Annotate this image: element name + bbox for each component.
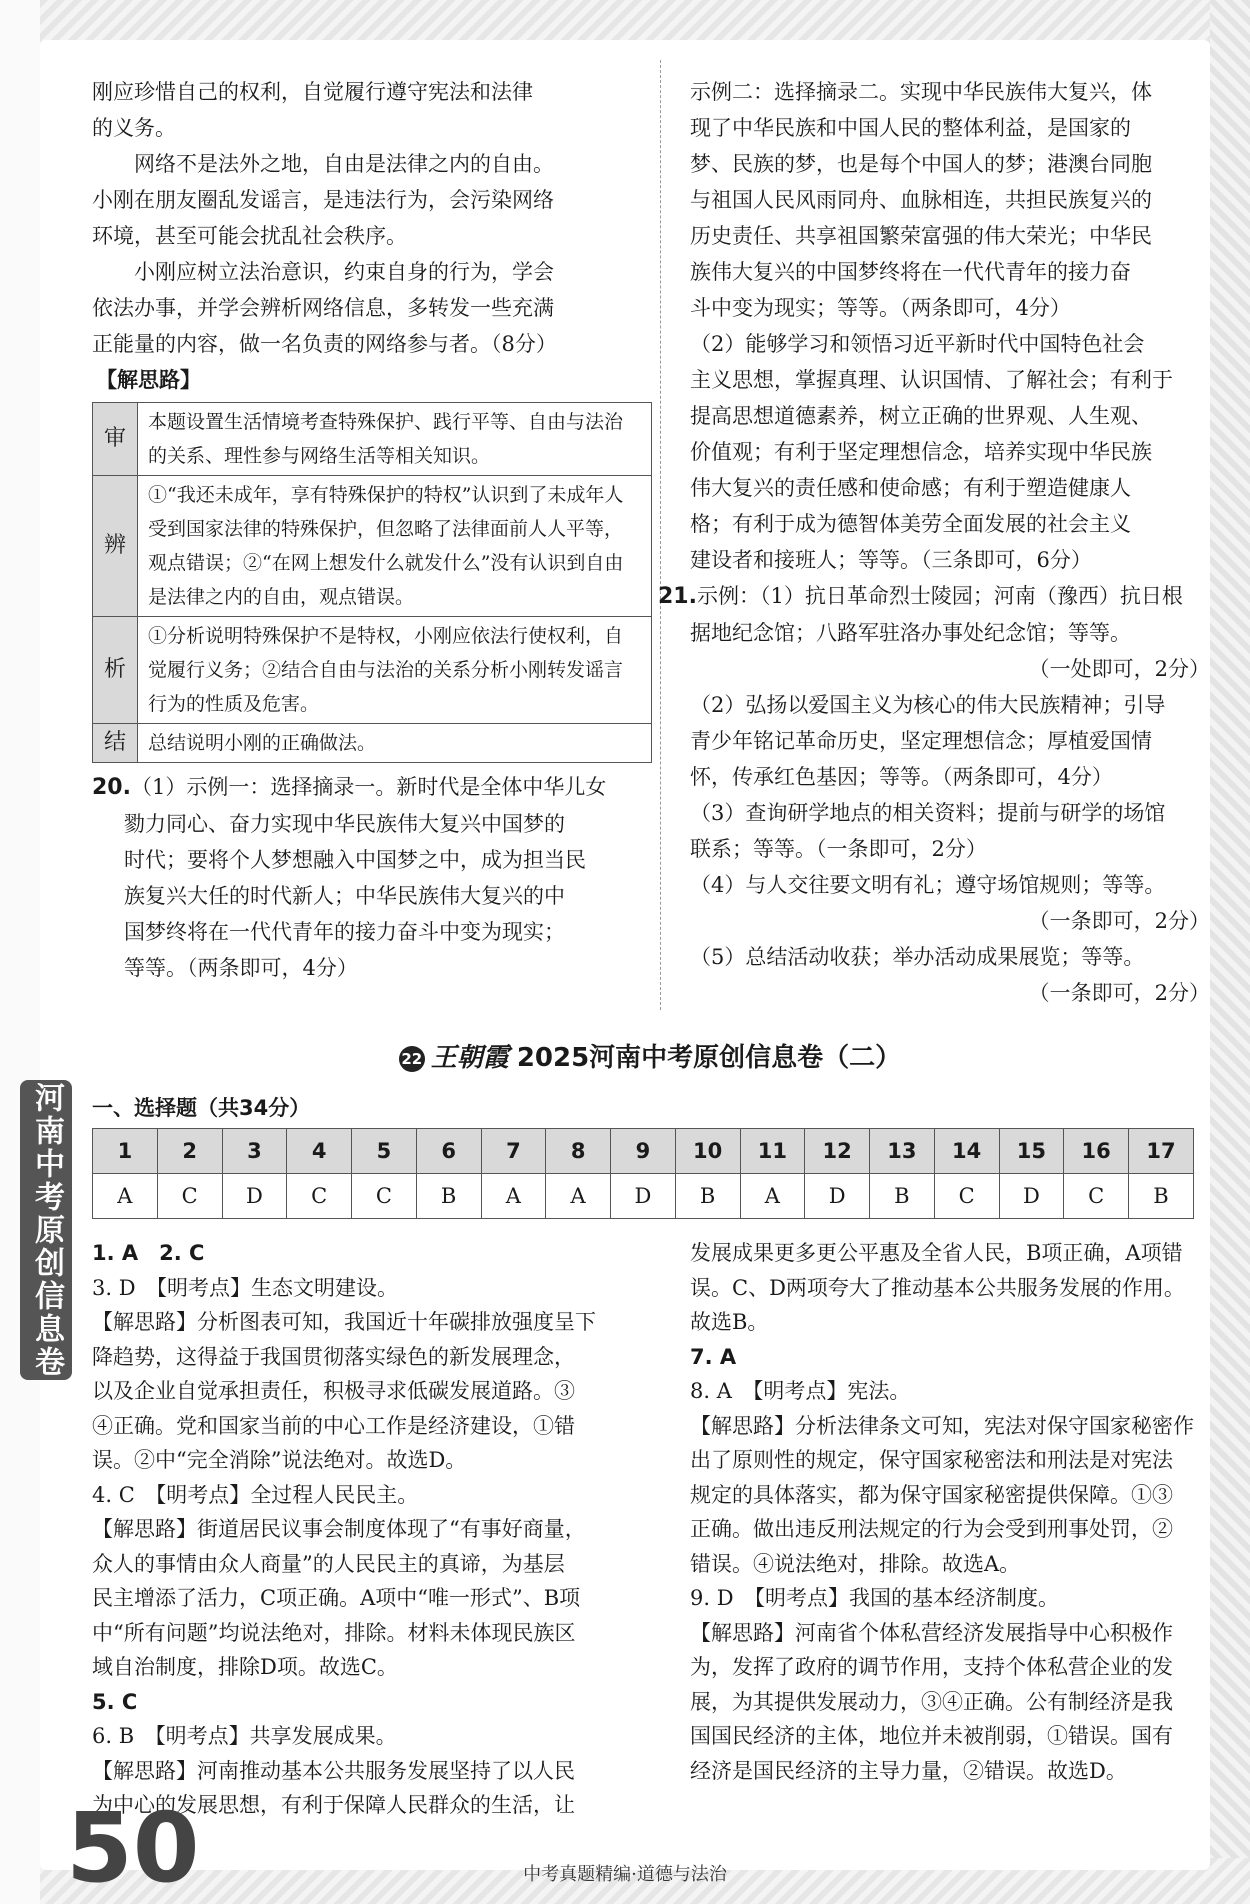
text-line: （3）查询研学地点的相关资料；提前与研学的场馆 [690, 801, 1166, 825]
score-note: （一条即可，2分） [1028, 981, 1210, 1005]
section-badge: 22 [399, 1046, 425, 1072]
text-line: 为中心的发展思想，有利于保障人民群众的生活，让 [92, 1793, 575, 1817]
choice-heading: 一、选择题（共34分） [92, 1096, 311, 1120]
answer-cell: A [546, 1174, 611, 1219]
text-line: 展，为其提供发展动力，③④正确。公有制经济是我 [690, 1689, 1173, 1714]
answer-cell: A [740, 1174, 805, 1219]
text-line: 发展成果更多更公平惠及全省人民，B项正确，A项错 [690, 1241, 1183, 1265]
left-top-column [92, 74, 652, 986]
answer-table [92, 1128, 1194, 1219]
text-line: 示例二：选择摘录二。实现中华民族伟大复兴，体 [690, 80, 1152, 104]
row-label: 析 [93, 617, 138, 724]
question-number-cell: 8 [546, 1129, 611, 1174]
text-line: 错误。④说法绝对，排除。故选A。 [690, 1551, 1021, 1576]
column-divider [660, 60, 661, 1010]
text-line: 据地纪念馆；八路军驻洛办事处纪念馆；等等。 [690, 621, 1131, 645]
question-number-cell: 13 [870, 1129, 935, 1174]
answer-line: 5. C [92, 1689, 138, 1714]
text-line: 等等。（两条即可，4分） [124, 956, 358, 980]
text-line: 出了原则性的规定，保守国家秘密法和刑法是对宪法 [690, 1448, 1173, 1472]
text-line: 经济是国民经济的主导力量，②错误。故选D。 [690, 1758, 1127, 1783]
text-line: 民主增添了活力，C项正确。A项中“唯一形式”、B项 [92, 1586, 581, 1610]
lower-left-column [92, 1236, 652, 1823]
question-number-cell: 11 [740, 1129, 805, 1174]
text-line: 价值观；有利于坚定理想信念，培养实现中华民族 [690, 440, 1152, 464]
text-line: 主义思想，掌握真理、认识国情、了解社会；有利于 [690, 368, 1173, 392]
row-text: ①分析说明特殊保护不是特权，小刚应依法行使权利，自觉履行义务；②结合自由与法治的关系分析小刚转发谣言行为的性质及危害。 [138, 617, 652, 724]
question-number-cell: 1 [93, 1129, 158, 1174]
score-note: （一条即可，2分） [1028, 909, 1210, 933]
question-number-cell: 4 [287, 1129, 352, 1174]
question-number-cell: 3 [222, 1129, 287, 1174]
text-line: （2）弘扬以爱国主义为核心的伟大民族精神；引导 [690, 693, 1166, 717]
text-line: 刚应珍惜自己的权利，自觉履行遵守宪法和法律 [92, 80, 533, 104]
answer-cell: B [416, 1174, 481, 1219]
answer-cell: C [287, 1174, 352, 1219]
table-row [93, 403, 652, 476]
text-line: 环境，甚至可能会扰乱社会秩序。 [92, 224, 407, 248]
question-number-cell: 17 [1129, 1129, 1194, 1174]
text-line: 青少年铭记革命历史，坚定理想信念；厚植爱国情 [690, 729, 1152, 753]
question-number-cell: 16 [1064, 1129, 1129, 1174]
text-line: 故选B。 [690, 1310, 769, 1334]
text-line: 小刚在朋友圈乱发谣言，是违法行为，会污染网络 [92, 188, 554, 212]
question-number-cell: 9 [611, 1129, 676, 1174]
thinking-table [92, 402, 652, 763]
row-text: ①“我还未成年，享有特殊保护的特权”认识到了未成年人受到国家法律的特殊保护，但忽略了法律面前人人平等，观点错误；②“在网上想发什么就发什么”没有认识到自由是法律之内的自由，观点错误。 [138, 476, 652, 617]
table-row [93, 617, 652, 724]
answer-cell: D [999, 1174, 1064, 1219]
answer-cell: D [222, 1174, 287, 1219]
text-line: 格；有利于成为德智体美劳全面发展的社会主义 [690, 512, 1131, 536]
text-line: 国国民经济的主体，地位并未被削弱，①错误。国有 [690, 1724, 1173, 1748]
text-line: （1）示例一：选择摘录一。新时代是全体中华儿女 [130, 775, 607, 799]
row-text: 本题设置生活情境考查特殊保护、践行平等、自由与法治的关系、理性参与网络生活等相关知识。 [138, 403, 652, 476]
lower-right-column [690, 1236, 1210, 1788]
page-footer: 中考真题精编·道德与法治 [523, 1864, 727, 1885]
question-number-cell: 7 [481, 1129, 546, 1174]
answer-cell: B [1129, 1174, 1194, 1219]
text-line: 误。C、D两项夸大了推动基本公共服务发展的作用。 [690, 1275, 1185, 1300]
row-label: 辨 [93, 476, 138, 617]
text-line: 【解思路】分析图表可知，我国近十年碳排放强度呈下 [92, 1310, 596, 1334]
question-number-cell: 14 [934, 1129, 999, 1174]
text-line: 依法办事，并学会辨析网络信息，多转发一些充满 [92, 296, 554, 320]
row-label: 审 [93, 403, 138, 476]
text-line: 正能量的内容，做一名负责的网络参与者。（8分） [92, 332, 557, 356]
answer-cell: C [352, 1174, 417, 1219]
text-line: 规定的具体落实，都为保守国家秘密提供保障。①③ [690, 1482, 1173, 1507]
page-edge-right [1210, 0, 1250, 1904]
question-number-cell: 10 [675, 1129, 740, 1174]
question-number-cell: 12 [805, 1129, 870, 1174]
text-line: （2）能够学习和领悟习近平新时代中国特色社会 [690, 332, 1145, 356]
answer-cell: D [611, 1174, 676, 1219]
text-line: 梦、民族的梦，也是每个中国人的梦；港澳台同胞 [690, 152, 1152, 176]
answer-cell: B [675, 1174, 740, 1219]
text-line: 小刚应树立法治意识，约束自身的行为，学会 [134, 260, 554, 284]
text-line: 时代；要将个人梦想融入中国梦之中，成为担当民 [124, 848, 586, 872]
text-line: 【解思路】街道居民议事会制度体现了“有事好商量， [92, 1517, 586, 1541]
text-line: 降趋势，这得益于我国贯彻落实绿色的新发展理念， [92, 1344, 575, 1369]
text-line: 历史责任、共享祖国繁荣富强的伟大荣光；中华民 [690, 224, 1152, 248]
text-line: 伟大复兴的责任感和使命感；有利于塑造健康人 [690, 476, 1131, 500]
text-line: 示例：（1）抗日革命烈士陵园；河南（豫西）抗日根 [696, 584, 1183, 608]
text-line: 以及企业自觉承担责任，积极寻求低碳发展道路。③ [92, 1379, 575, 1403]
table-row [93, 1174, 1194, 1219]
question-number: 21. [658, 584, 697, 609]
text-line: （4）与人交往要文明有礼；遵守场馆规则；等等。 [690, 873, 1166, 897]
question-head: 6. B 【明考点】共享发展成果。 [92, 1724, 397, 1748]
answer-cell: C [934, 1174, 999, 1219]
text-line: 众人的事情由众人商量”的人民民主的真谛，为基层 [92, 1551, 565, 1576]
section-title [390, 1037, 910, 1074]
text-line: 【解思路】分析法律条文可知，宪法对保守国家秘密作 [690, 1413, 1194, 1438]
answer-cell: A [481, 1174, 546, 1219]
table-row [93, 476, 652, 617]
text-line: 建设者和接班人；等等。（三条即可，6分） [690, 548, 1092, 572]
text-line: （5）总结活动收获；举办活动成果展览；等等。 [690, 945, 1145, 969]
question-number: 20. [92, 775, 131, 800]
row-text: 总结说明小刚的正确做法。 [138, 724, 652, 763]
row-label: 结 [93, 724, 138, 763]
text-line: 网络不是法外之地，自由是法律之内的自由。 [134, 152, 554, 176]
text-line: 域自治制度，排除D项。故选C。 [92, 1655, 398, 1679]
text-line: 族复兴大任的时代新人；中华民族伟大复兴的中 [124, 884, 565, 908]
question-head: 9. D 【明考点】我国的基本经济制度。 [690, 1586, 1060, 1610]
table-row [93, 1129, 1194, 1174]
text-line: 联系；等等。（一条即可，2分） [690, 837, 987, 861]
right-top-column [658, 74, 1210, 1011]
answer-cell: C [1064, 1174, 1129, 1219]
think-title: 【解思路】 [96, 367, 201, 392]
answer-cell: B [870, 1174, 935, 1219]
answer-line: 7. A [690, 1344, 737, 1369]
text-line: 勠力同心、奋力实现中华民族伟大复兴中国梦的 [124, 812, 565, 836]
page-number: 50 [66, 1792, 200, 1904]
text-line: 【解思路】河南省个体私营经济发展指导中心积极作 [690, 1620, 1173, 1645]
question-number-cell: 6 [416, 1129, 481, 1174]
answer-cell: D [805, 1174, 870, 1219]
page-edge-left [0, 0, 40, 1904]
answer-cell: A [93, 1174, 158, 1219]
score-note: （一处即可，2分） [1028, 657, 1210, 681]
text-line: 误。②中“完全消除”说法绝对。故选D。 [92, 1448, 467, 1472]
text-line: 【解思路】河南推动基本公共服务发展坚持了以人民 [92, 1758, 575, 1783]
text-line: 斗中变为现实；等等。（两条即可，4分） [690, 296, 1071, 320]
table-row [93, 724, 652, 763]
text-line: 现了中华民族和中国人民的整体利益，是国家的 [690, 116, 1131, 140]
text-line: 为，发挥了政府的调节作用，支持个体私营企业的发 [690, 1655, 1173, 1679]
question-number-cell: 5 [352, 1129, 417, 1174]
text-line: 提高思想道德素养，树立正确的世界观、人生观、 [690, 404, 1152, 428]
question-head: 4. C 【明考点】全过程人民民主。 [92, 1482, 419, 1507]
question-20 [92, 769, 652, 986]
answer-line: 1. A 2. C [92, 1241, 205, 1265]
question-head: 3. D 【明考点】生态文明建设。 [92, 1275, 399, 1300]
text-line: ④正确。党和国家当前的中心工作是经济建设，①错 [92, 1413, 575, 1438]
side-tab: 河南中考原创信息卷 [20, 1080, 72, 1380]
text-line: 中“所有问题”均说法绝对，排除。材料未体现民族区 [92, 1620, 576, 1645]
answer-cell: C [157, 1174, 222, 1219]
text-line: 正确。做出违反刑法规定的行为会受到刑事处罚，② [690, 1517, 1173, 1541]
text-line: 族伟大复兴的中国梦终将在一代代青年的接力奋 [690, 260, 1131, 284]
text-line: 的义务。 [92, 116, 176, 140]
question-number-cell: 15 [999, 1129, 1064, 1174]
section-title-text: 2025河南中考原创信息卷（二） [516, 1043, 902, 1073]
question-head: 8. A 【明考点】宪法。 [690, 1379, 911, 1403]
question-number-cell: 2 [157, 1129, 222, 1174]
text-line: 国梦终将在一代代青年的接力奋斗中变为现实； [124, 920, 565, 944]
brand-name: 王朝霞 [430, 1043, 509, 1073]
text-line: 与祖国人民风雨同舟、血脉相连，共担民族复兴的 [690, 188, 1152, 212]
text-line: 怀，传承红色基因；等等。（两条即可，4分） [690, 765, 1113, 789]
